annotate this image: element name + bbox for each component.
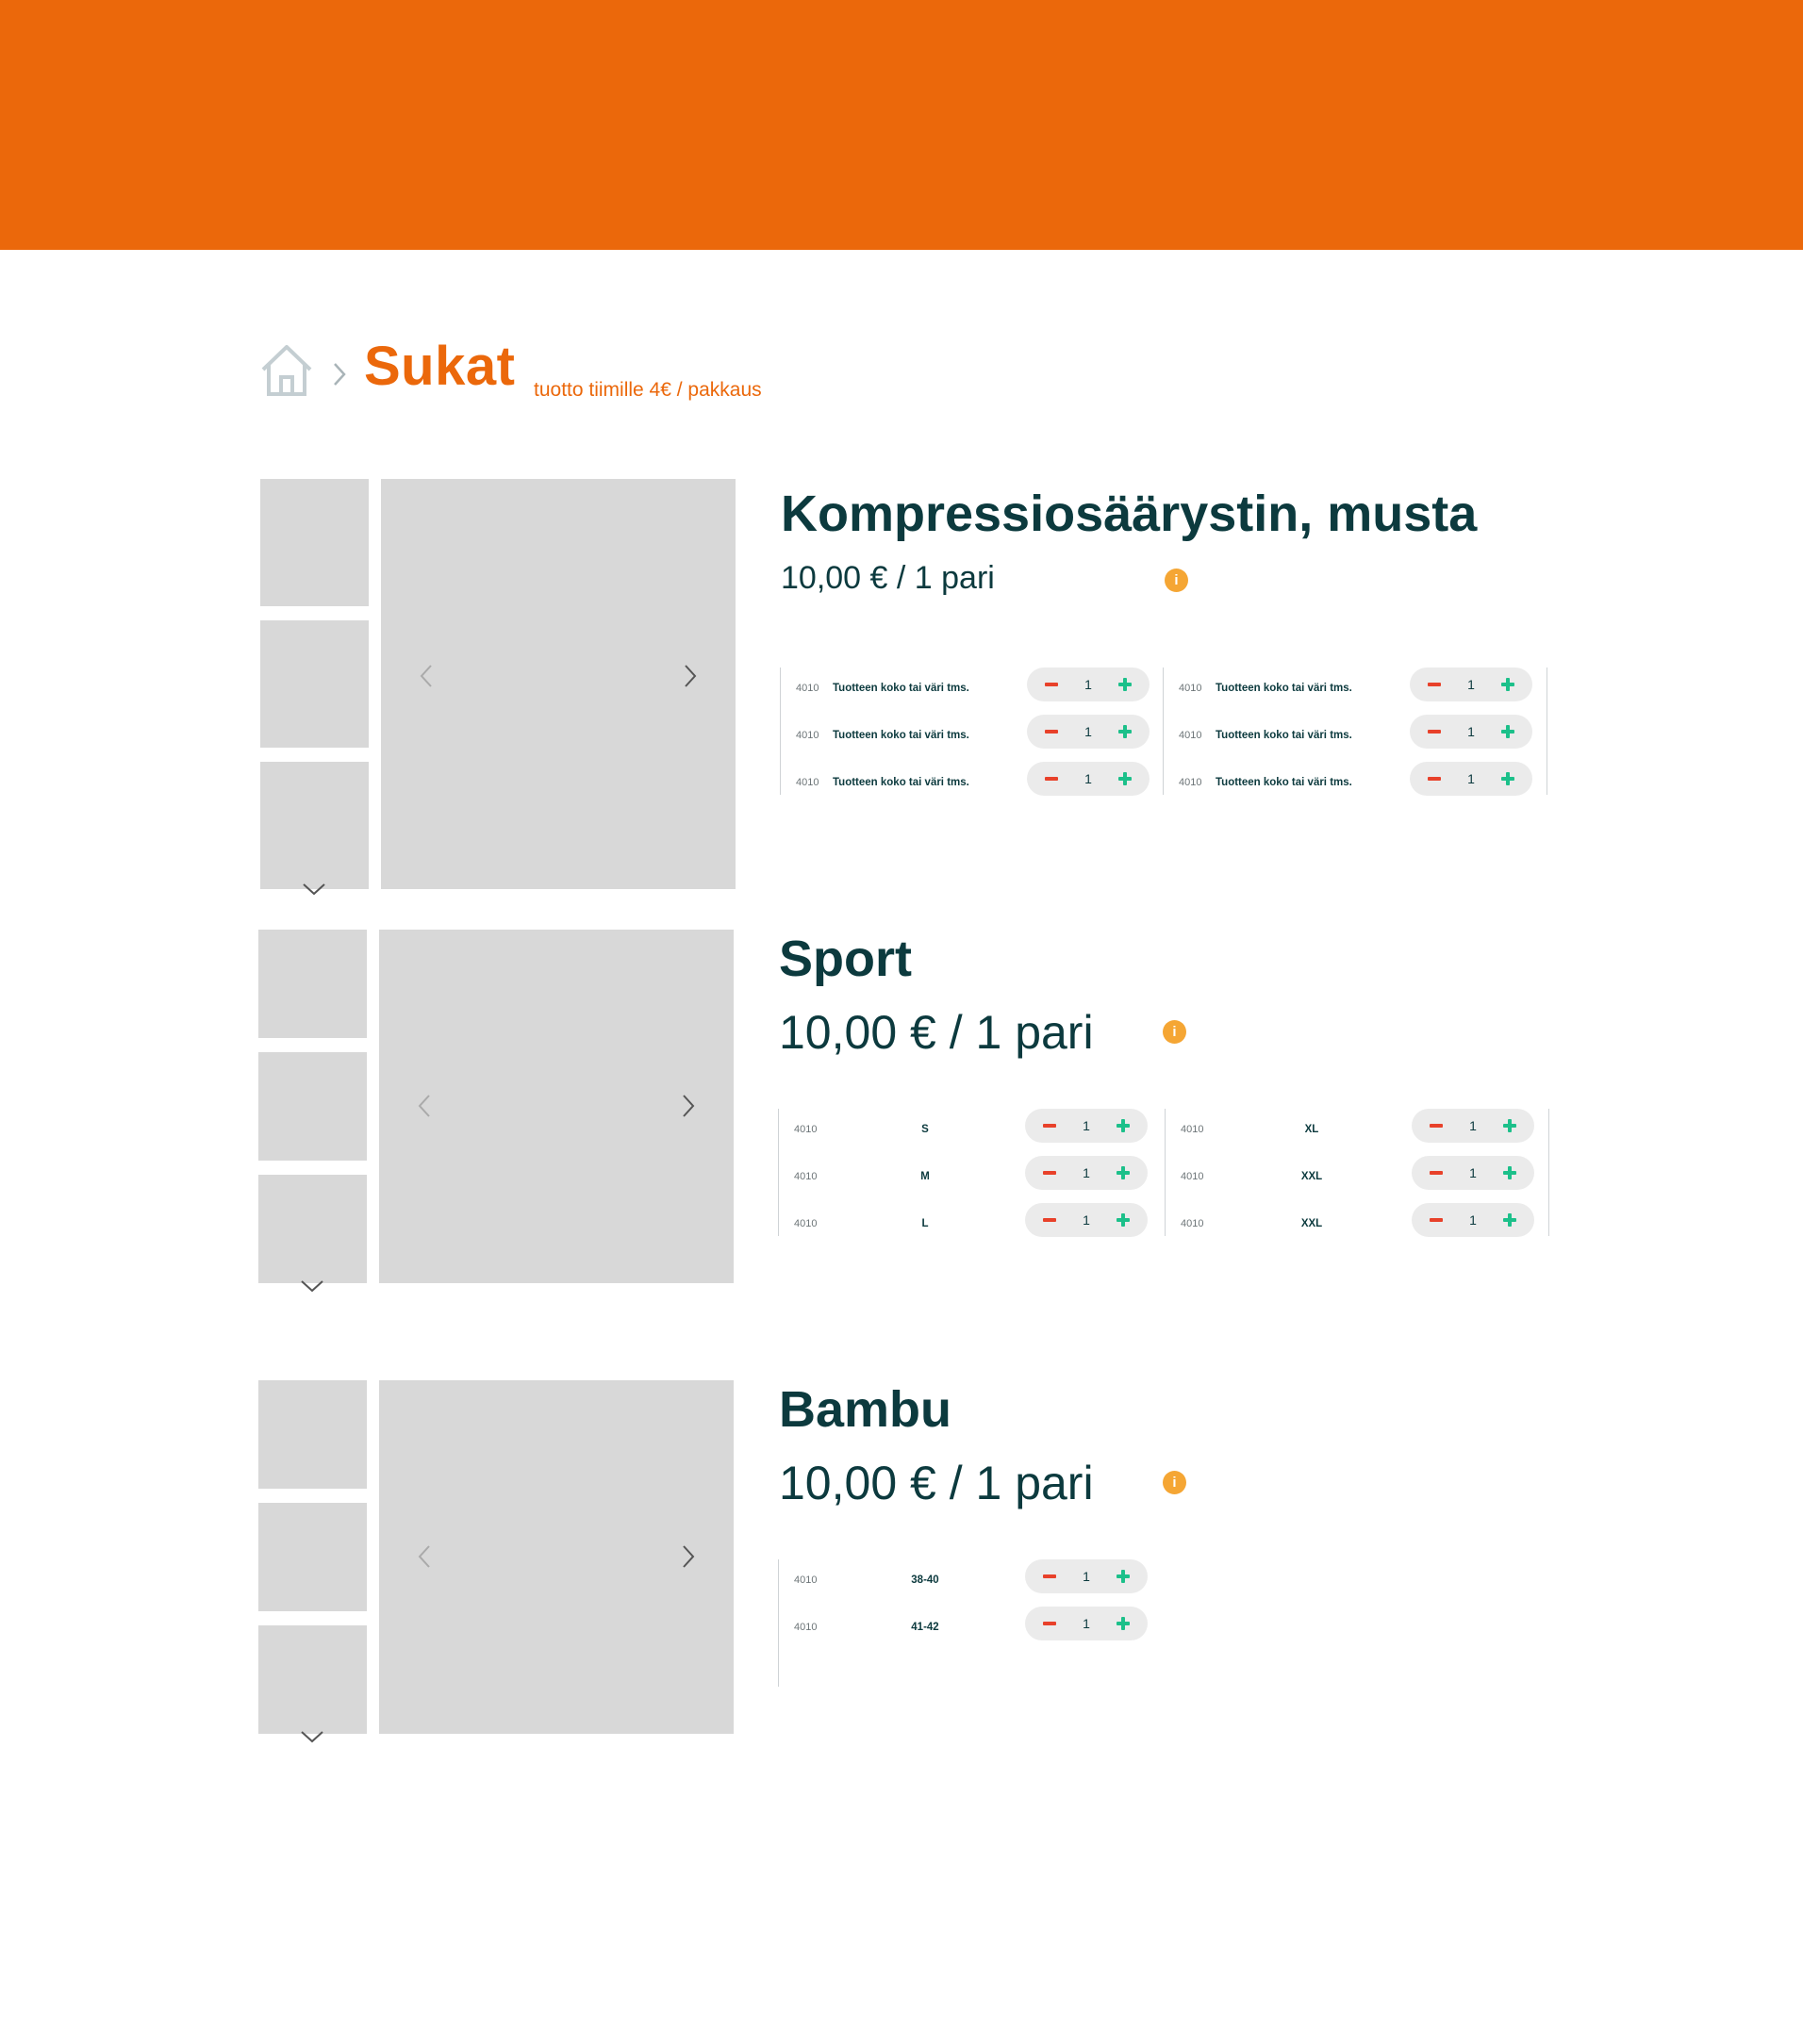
variant-row	[1166, 1109, 1548, 1156]
product-name: Bambu	[779, 1381, 952, 1438]
product-thumbnail[interactable]	[258, 1052, 367, 1161]
variant-row	[779, 1109, 1161, 1156]
info-icon[interactable]: i	[1165, 569, 1188, 592]
variant-row	[781, 715, 1163, 762]
increase-button[interactable]	[1495, 671, 1521, 698]
product-thumbnail[interactable]	[258, 1503, 367, 1611]
chevron-right-icon[interactable]	[679, 662, 702, 690]
variant-code: 4010	[794, 1622, 818, 1633]
variant-code: 4010	[1181, 1218, 1204, 1229]
variant-label: Tuotteen koko tai väri tms.	[1216, 777, 1352, 788]
variant-list	[1163, 668, 1547, 795]
product-thumbnail[interactable]	[258, 1625, 367, 1734]
variant-row	[1164, 715, 1547, 762]
variant-label: 41-42	[911, 1622, 939, 1633]
product-thumbnail[interactable]	[260, 762, 369, 889]
quantity-stepper	[1025, 1156, 1148, 1190]
variant-row	[779, 1156, 1161, 1203]
product-name: Kompressiosäärystin, musta	[781, 486, 1478, 542]
decrease-button[interactable]	[1036, 1610, 1063, 1637]
variant-code: 4010	[1179, 730, 1202, 741]
increase-button[interactable]	[1110, 1563, 1136, 1590]
variant-code: 4010	[1181, 1171, 1204, 1182]
variant-code: 4010	[794, 1218, 818, 1229]
increase-button[interactable]	[1110, 1113, 1136, 1139]
product-thumbnail[interactable]	[260, 479, 369, 606]
quantity-value[interactable]: 1	[1083, 1212, 1090, 1228]
quantity-value[interactable]: 1	[1083, 1118, 1090, 1133]
variant-code: 4010	[1179, 777, 1202, 788]
product-thumbnail[interactable]	[258, 1175, 367, 1283]
increase-button[interactable]	[1112, 718, 1138, 745]
increase-button[interactable]	[1497, 1160, 1523, 1186]
breadcrumb	[258, 336, 1107, 407]
quantity-value[interactable]: 1	[1469, 1165, 1477, 1180]
variant-row	[1166, 1203, 1548, 1250]
decrease-button[interactable]	[1036, 1563, 1063, 1590]
variant-code: 4010	[796, 730, 819, 741]
quantity-stepper	[1025, 1203, 1148, 1237]
chevron-down-icon[interactable]	[298, 1727, 326, 1746]
variant-list	[778, 1109, 1161, 1236]
quantity-stepper	[1412, 1203, 1534, 1237]
variant-label: M	[920, 1171, 930, 1182]
increase-button[interactable]	[1497, 1113, 1523, 1139]
variant-label: Tuotteen koko tai väri tms.	[833, 777, 969, 788]
variant-row	[1164, 668, 1547, 715]
product-price: 10,00 € / 1 pari	[779, 1006, 1094, 1059]
increase-button[interactable]	[1495, 766, 1521, 792]
variant-label: Tuotteen koko tai väri tms.	[833, 683, 969, 694]
variant-code: 4010	[794, 1171, 818, 1182]
quantity-value[interactable]: 1	[1084, 724, 1092, 739]
quantity-stepper	[1027, 668, 1150, 701]
product-name: Sport	[779, 931, 912, 987]
product-price: 10,00 € / 1 pari	[779, 1457, 1094, 1509]
increase-button[interactable]	[1112, 671, 1138, 698]
decrease-button[interactable]	[1423, 1207, 1449, 1233]
variant-code: 4010	[1179, 683, 1202, 694]
variant-label: XXL	[1300, 1218, 1323, 1229]
chevron-left-icon[interactable]	[413, 1092, 436, 1120]
quantity-stepper	[1025, 1109, 1148, 1143]
variant-list	[1165, 1109, 1549, 1236]
page-title: Sukat	[364, 336, 516, 397]
increase-button[interactable]	[1112, 766, 1138, 792]
decrease-button[interactable]	[1036, 1160, 1063, 1186]
increase-button[interactable]	[1110, 1160, 1136, 1186]
variant-list	[778, 1559, 1161, 1687]
variant-label: 38-40	[911, 1574, 939, 1586]
quantity-stepper	[1025, 1559, 1148, 1593]
decrease-button[interactable]	[1421, 766, 1447, 792]
chevron-down-icon[interactable]	[300, 880, 328, 898]
variant-code: 4010	[794, 1574, 818, 1586]
chevron-right-icon[interactable]	[677, 1542, 700, 1571]
variant-row	[781, 762, 1163, 809]
increase-button[interactable]	[1497, 1207, 1523, 1233]
decrease-button[interactable]	[1038, 671, 1065, 698]
quantity-stepper	[1025, 1607, 1148, 1640]
quantity-value[interactable]: 1	[1469, 1118, 1477, 1133]
info-icon[interactable]: i	[1163, 1471, 1186, 1494]
quantity-value[interactable]: 1	[1083, 1165, 1090, 1180]
chevron-left-icon[interactable]	[415, 662, 438, 690]
decrease-button[interactable]	[1038, 718, 1065, 745]
variant-row	[779, 1203, 1161, 1250]
quantity-value[interactable]: 1	[1083, 1569, 1090, 1584]
quantity-value[interactable]: 1	[1084, 771, 1092, 786]
quantity-stepper	[1027, 715, 1150, 749]
variant-label: Tuotteen koko tai väri tms.	[1216, 730, 1352, 741]
variant-code: 4010	[796, 683, 819, 694]
variant-code: 4010	[1181, 1124, 1204, 1135]
chevron-down-icon[interactable]	[298, 1277, 326, 1295]
variant-row	[1166, 1156, 1548, 1203]
quantity-value[interactable]: 1	[1083, 1616, 1090, 1631]
quantity-value[interactable]: 1	[1467, 724, 1475, 739]
variant-list	[780, 668, 1163, 795]
page-subtitle: tuotto tiimille 4€ / pakkaus	[534, 379, 762, 401]
variant-code: 4010	[794, 1124, 818, 1135]
variant-code: 4010	[796, 777, 819, 788]
variant-row	[779, 1607, 1161, 1654]
product-thumbnail[interactable]	[258, 1380, 367, 1489]
product-main-image	[379, 1380, 734, 1734]
product-thumbnail[interactable]	[258, 930, 367, 1038]
increase-button[interactable]	[1110, 1610, 1136, 1637]
chevron-right-icon[interactable]	[677, 1092, 700, 1120]
decrease-button[interactable]	[1421, 718, 1447, 745]
quantity-stepper	[1410, 668, 1532, 701]
quantity-stepper	[1027, 762, 1150, 796]
variant-label: XL	[1304, 1124, 1319, 1135]
quantity-value[interactable]: 1	[1084, 677, 1092, 692]
variant-label: S	[921, 1124, 929, 1135]
decrease-button[interactable]	[1036, 1113, 1063, 1139]
chevron-right-icon	[330, 360, 349, 388]
product-main-image	[379, 930, 734, 1283]
quantity-stepper	[1412, 1156, 1534, 1190]
decrease-button[interactable]	[1421, 671, 1447, 698]
variant-label: L	[921, 1218, 929, 1229]
chevron-left-icon[interactable]	[413, 1542, 436, 1571]
variant-label: Tuotteen koko tai väri tms.	[1216, 683, 1352, 694]
variant-label: Tuotteen koko tai väri tms.	[833, 730, 969, 741]
increase-button[interactable]	[1495, 718, 1521, 745]
quantity-value[interactable]: 1	[1467, 771, 1475, 786]
increase-button[interactable]	[1110, 1207, 1136, 1233]
decrease-button[interactable]	[1423, 1113, 1449, 1139]
quantity-stepper	[1410, 762, 1532, 796]
info-icon[interactable]: i	[1163, 1020, 1186, 1044]
decrease-button[interactable]	[1038, 766, 1065, 792]
decrease-button[interactable]	[1036, 1207, 1063, 1233]
decrease-button[interactable]	[1423, 1160, 1449, 1186]
quantity-stepper	[1410, 715, 1532, 749]
variant-label: XXL	[1300, 1171, 1323, 1182]
product-main-image	[381, 479, 736, 889]
variant-row	[781, 668, 1163, 715]
home-icon[interactable]	[258, 341, 315, 398]
quantity-value[interactable]: 1	[1469, 1212, 1477, 1228]
product-thumbnail[interactable]	[260, 620, 369, 748]
quantity-stepper	[1412, 1109, 1534, 1143]
variant-row	[779, 1559, 1161, 1607]
header-banner	[0, 0, 1803, 250]
variant-row	[1164, 762, 1547, 809]
quantity-value[interactable]: 1	[1467, 677, 1475, 692]
product-price: 10,00 € / 1 pari	[781, 560, 995, 596]
